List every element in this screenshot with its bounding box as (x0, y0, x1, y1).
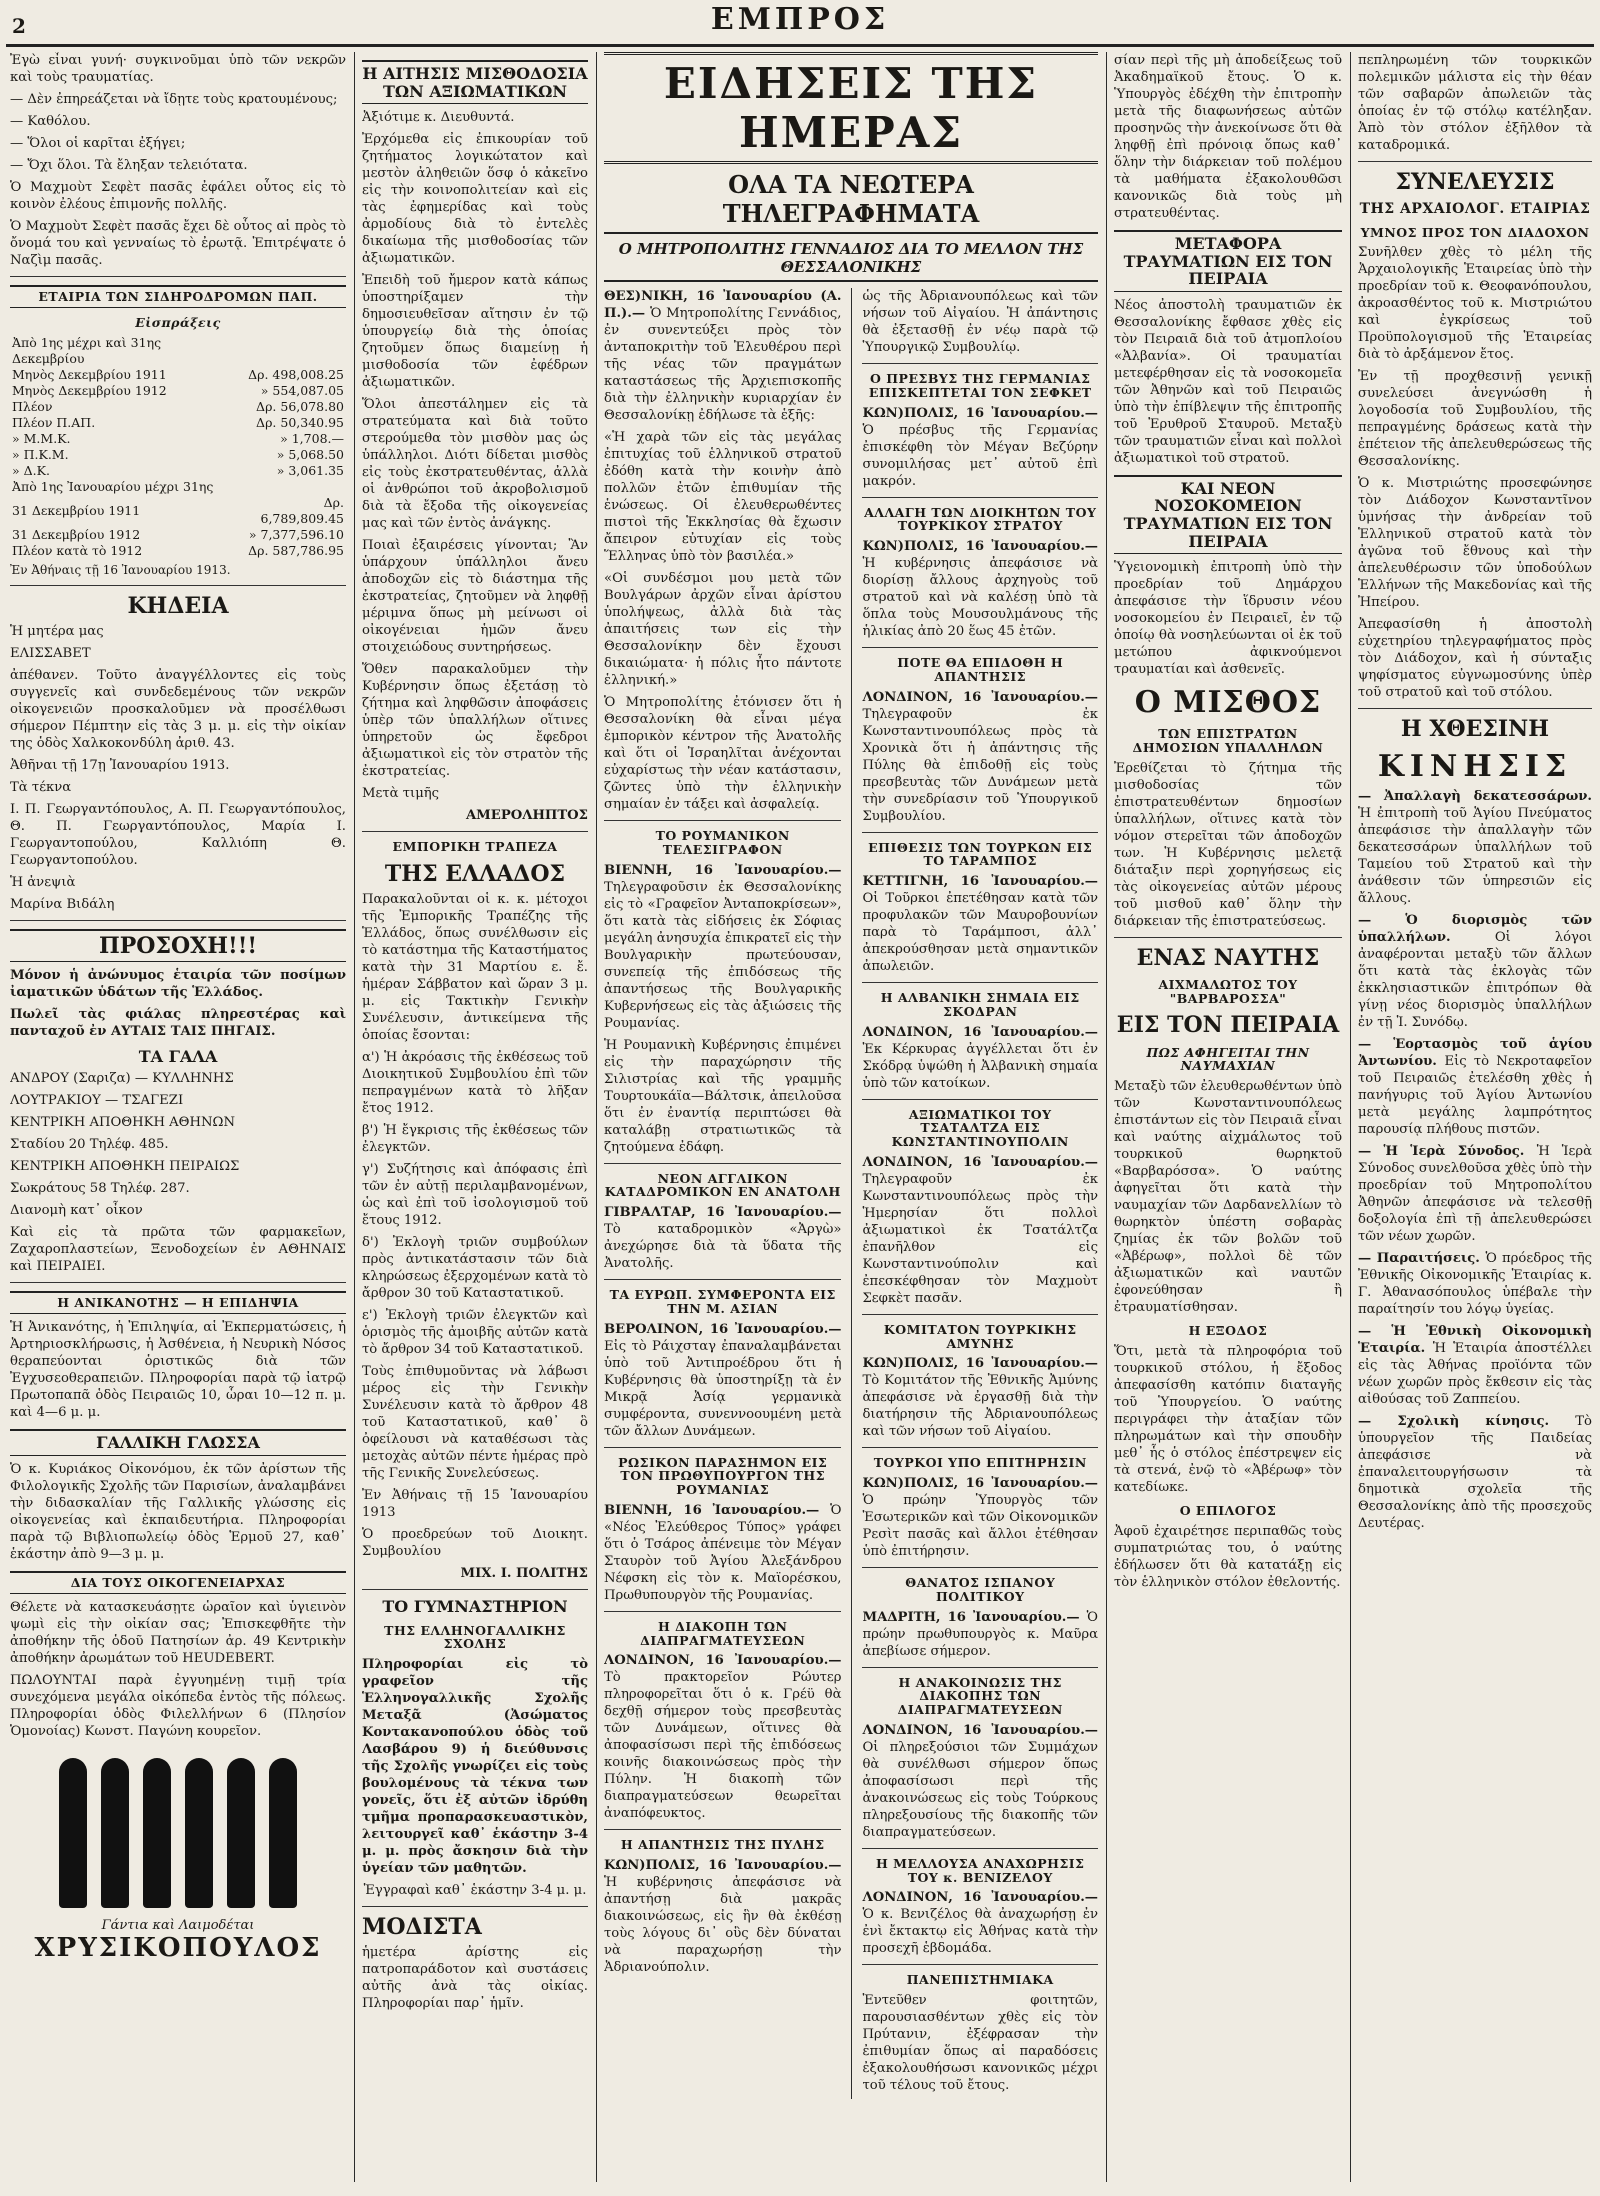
prosoxi-line: Πωλεῖ τὰς φιάλας πληρεστέρας καὶ πανταχοῦ ἐν ΑΥΤΑΙΣ ΤΑΙΣ ΠΗΓΑΙΣ. (10, 1006, 346, 1039)
dispatch-text: Οἱ λόγοι ἀναφέρονται μεταξὺ τῶν ἄλλων ὅτι κατὰ τὰς ἐκλογὰς τῶν ἐκκλησιαστικῶν ἐπιτρόπων θὰ γίνῃ νέος διορισμὸς ὑπαλλήλων ἐν τῇ Ἱ. Συνόδῳ. (1358, 929, 1592, 1030)
dispatch-dateline: — Σχολικὴ κίνησις. (1358, 1413, 1576, 1429)
intro-paragraph: — Δὲν ἐπηρεάζεται νὰ ἴδῃτε τοὺς κρατουμένους; (10, 92, 338, 107)
rail-row (10, 431, 346, 447)
column-rule (354, 52, 355, 2182)
divider (862, 647, 1098, 648)
divider (604, 1279, 841, 1280)
dispatch-paragraph (604, 694, 841, 813)
dispatch-paragraph (1358, 788, 1592, 907)
rail-label: 31 Δεκεμβρίου 1912 (12, 526, 141, 542)
naftis-title: ΕΝΑΣ ΝΑΥΤΗΣ (1136, 944, 1320, 971)
dispatch-text: Οἱ πληρεξούσιοι τῶν Συμμάχων θὰ συνέλθωσι σήμερον ὅπως ἀποφασίσωσι περὶ τῆς ἀνακοινώσεως εἰς τοὺς Τούρκους πληρεξουσίους τῆς διακοπῆς τῶν διαπραγματεύσεων. (862, 1739, 1098, 1840)
dispatch-heading: Η ΑΛΒΑΝΙΚΗ ΣΗΜΑΙΑ ΕΙΣ ΣΚΟΔΡΑΝ (880, 990, 1080, 1019)
ad-name: ΧΡΥΣΙΚΟΠΟΥΛΟΣ (34, 1932, 322, 1963)
synelefsis-paragraph: Ὁ κ. Μιστριώτης προσεφώνησε τὸν Διάδοχον Κωνσταντῖνον ὑμνήσας τὴν ἀνδρείαν τοῦ Ἑλληνικοῦ στρατοῦ κατὰ τὸν ἀγῶνα τοῦ ἔθνους καὶ τὴν ἀπελευθέρωσιν τῶν ὑποδούλων Ἑλλήνων τῆς Μακεδονίας καὶ τῆς Ἠπείρου. (1358, 476, 1592, 611)
dispatch-text: Τηλεγραφοῦσιν ἐκ Θεσσαλονίκης εἰς τὸ «Γραφεῖον Ἀνταποκρίσεων», ὅτι κατὰ τὰς εἰδήσεις ἐκ Σόφιας μεγάλη ἀνησυχία ἐπικρατεῖ εἰς τὴν Βουλγαρικὴν πρωτεύουσαν, συνεπείᾳ τῆς ἐπιδόσεως τῆς ἀπαντήσεως τῆς Βουλγαρικῆς Κυβερνήσεως εἰς τὰς ἀξιώσεις τῆς Ρουμανίας. (604, 879, 842, 1031)
masthead: ΕΜΠΡΟΣ (710, 2, 890, 37)
dispatch-paragraph (862, 689, 1098, 825)
bank-paragraph: ε') Ἐκλογὴ τριῶν ἐλεγκτῶν καὶ ὁρισμὸς τῆς ἀμοιβῆς αὐτῶν κατὰ τὸ ἄρθρον 34 τοῦ Καταστατικοῦ. (362, 1308, 588, 1358)
divider (862, 363, 1098, 364)
rail-value: » 3,061.35 (276, 462, 344, 478)
divider (862, 832, 1098, 833)
divider (362, 831, 588, 832)
synelefsis-paragraph: Ἐν τῇ προχθεσινῇ γενικῇ συνελεύσει ἀνεγνώσθη ἡ λογοδοσία τοῦ Συμβουλίου, τῆς πεπραγμένης δράσεως κατὰ τὴν ἐπέτειον τῆς ἀπελευθερώσεως τῆς Θεσσαλονίκης. (1358, 369, 1592, 470)
rail-value: Δρ. 56,078.80 (256, 398, 344, 414)
rail-value: » 7,377,596.10 (248, 526, 344, 542)
rail-label: Ἀπὸ 1ης μέχρι καὶ 31ης Δεκεμβρίου (12, 334, 162, 366)
divider (10, 1282, 346, 1283)
divider (1114, 937, 1342, 938)
dispatch-text: Ἡ Ἑταιρία ἀποστέλλει εἰς τὰς Ἀθήνας προϊόντα τῶν νέων χωρῶν πρὸς ἔκθεσιν εἰς τὰς αἰθούσας τοῦ Ζαππείου. (1358, 1340, 1592, 1407)
dispatch-text: Τηλεγραφοῦν ἐκ Κωνσταντινουπόλεως πρὸς τὴν Ἡμερησίαν ὅτι πολλοὶ ἀξιωματικοὶ ἐκ Τσατάλτζα ἐπανῆλθον εἰς Κωνσταντινούπολιν καὶ ἐπεσκέφθησαν τὸν Μαχμοὺτ Σεφκὲτ πασᾶν. (862, 1171, 1098, 1306)
dispatch-dateline: ΒΙΕΝΝΗ, 16 Ἰανουαρίου.— (604, 862, 842, 878)
prosoxi-line: Σωκράτους 58 Τηλέφ. 287. (10, 1181, 190, 1197)
dispatch-paragraph (862, 288, 1098, 356)
dispatch-dateline: ΒΕΡΟΛΙΝΟΝ, 16 Ἰανουαρίου.— (604, 1321, 842, 1337)
dispatch-text: Τὸ Κομιτάτον τῆς Ἐθνικῆς Ἀμύνης ἀπεφάσισε νὰ ἐργασθῇ διὰ τὴν διατήρησιν τῆς Ἀδριανουπόλεως καὶ τῶν νήσων τοῦ Αἰγαίου. (862, 1373, 1098, 1440)
misthodosia-paragraph: Μετὰ τιμῆς (362, 786, 440, 802)
divider (10, 585, 346, 586)
prosoxi-line: ΚΕΝΤΡΙΚΗ ΑΠΟΘΗΚΗ ΠΕΙΡΑΙΩΣ (10, 1159, 240, 1175)
dispatch-paragraph (1358, 912, 1592, 1031)
intro-paragraph: Ἐγὼ εἶναι γυνή· συγκινοῦμαι ὑπὸ τῶν νεκρῶν καὶ τοὺς τραυματίας. (10, 53, 346, 85)
dispatch-dateline: ΚΕΤΤΙΓΝΗ, 16 Ἰανουαρίου.— (862, 874, 1098, 889)
divider (862, 1314, 1098, 1315)
column-rule (596, 52, 597, 2182)
intro-paragraph: Ὁ Μαχμοὺτ Σεφὲτ πασᾶς ἔχει δὲ οὗτος αἱ πρὸς τὸ ὄνομά του καὶ γενναίως τὸ ἐρωτᾷ. Ἐπιτρέψατε ὁ Ναζὶμ πασᾶς. (10, 219, 346, 268)
dispatch-heading: Η ΔΙΑΚΟΠΗ ΤΩΝ ΔΙΑΠΡΑΓΜΑΤΕΥΣΕΩΝ (640, 1618, 806, 1648)
rail-row (10, 495, 346, 527)
dispatch-text: Ἐκ Κέρκυρας ἀγγέλλεται ὅτι ἐν Σκόδρᾳ ὑψώθη ἡ Ἀλβανικὴ σημαία ὑπὸ τῶν κατοίκων. (862, 1041, 1098, 1091)
column-4 (1114, 52, 1342, 2182)
dispatch-paragraph (1358, 1250, 1592, 1318)
divider (862, 1848, 1098, 1849)
dispatch-paragraph (862, 1609, 1098, 1660)
gym-text-2: Ἐγγραφαὶ καθ᾽ ἑκάστην 3-4 μ. μ. (363, 1883, 587, 1899)
dispatch-text: Τηλεγραφοῦν ἐκ Κωνσταντινουπόλεως πρὸς τὰ Χρονικὰ ὅτι ἡ ἀπάντησις τῆς Πύλης θὰ ἐπιδοθῇ εἰς τοὺς πρεσβευτὰς τῶν Δυνάμεων μετὰ τὴν συνεδρίασιν τοῦ Ὑπουργικοῦ Συμβουλίου. (862, 706, 1098, 824)
rail-row (10, 479, 346, 495)
misthodosia-paragraph: Ποιαὶ ἐξαιρέσεις γίνονται; Ἂν ὑπάρχουν ὑπάλληλοι ἄνευ ἀποδοχῶν εἰς τὸ διάστημα τῆς ἐκστρατείας, ζητοῦμεν νὰ ληφθῇ μέριμνα ὅπως μὴ μείνωσι οἱ οἰκογένειαι ἡμῶν ἄνευ στοιχειώδους συντηρήσεως. (362, 538, 588, 656)
dispatch-text: Ὁ Μητροπολίτης Γεννάδιος, ἐν συνεντεύξει πρὸς τὸν ἀνταποκριτὴν τοῦ Ἐλευθέρου περὶ τῆς νέας τῶν πραγμάτων καταστάσεως τῆς Ἀρχιεπισκοπῆς διὰ τὴν ἐλληνικὴν κυριαρχίαν ἐν Θεσσαλονίκῃ ἐδήλωσε τὰ ἑξῆς: (604, 306, 842, 423)
dispatch-heading: ΡΩΣΙΚΟΝ ΠΑΡΑΣΗΜΟΝ ΕΙΣ ΤΟΝ ΠΡΩΘΥΠΟΥΡΓΟΝ ΤΗΣ ΡΟΥΜΑΝΙΑΣ (618, 1454, 828, 1497)
bank-paragraph: γ') Συζήτησις καὶ ἀπόφασις ἐπὶ τῶν ἐν αὐτῇ περιλαμβανομένων, ὡς καὶ ἐπὶ τοῦ ἰσολογισμοῦ τοῦ ἔτους 1912. (362, 1162, 588, 1229)
naftis-sub-2: ΕΙΣ ΤΟΝ ΠΕΙΡΑΙΑ (1116, 1012, 1340, 1039)
bank-paragraph: α') Ἡ ἀκρόασις τῆς ἐκθέσεως τοῦ Διοικητικοῦ Συμβουλίου ἐπὶ τῶν πεπραγμένων κατὰ τὸ λῆξαν ἔτος 1912. (362, 1050, 588, 1117)
dispatch-dateline: — Ἡ Ἐθνικὴ Οἰκονομικὴ Ἑταιρία. (1358, 1323, 1592, 1356)
dispatch-dateline: ΛΟΝΔΙΝΟΝ, 16 Ἰανουαρίου.— (604, 1653, 842, 1669)
rail-label: Μηνὸς Δεκεμβρίου 1912 (12, 382, 167, 398)
dispatch-paragraph (1358, 1143, 1592, 1245)
dispatch-paragraph (1358, 1413, 1592, 1532)
glove-icon (269, 1758, 297, 1908)
dispatch-dateline: ΛΟΝΔΙΝΟΝ, 16 Ἰανουαρίου.— (862, 1024, 1098, 1040)
dispatch-dateline: ΓΙΒΡΑΛΤΑΡ, 16 Ἰανουαρίου.— (604, 1205, 842, 1220)
divider (604, 1829, 841, 1830)
anikanotis-text: Ἡ Ἀνικανότης, ἡ Ἐπιληψία, αἱ Ἐκπερματώσεις, ἡ Ἀρτηριοσκλήρωσις, ἡ Ἀσθένεια, ἡ Νευρικὴ Νόσος θεραπεύονται ὁριστικῶς διὰ τῶν Ἐγχυσεοθεραπειῶν. Πληροφορίαι παρὰ τῷ ἰατρῷ Πρωτοπαπᾶ ὁδὸς Πειραιῶς 10, ὧραι 10—12 π. μ. καὶ 4—6 μ. μ. (10, 1320, 346, 1421)
dispatch-text: «Οἱ συνδέσμοι μου μετὰ τῶν Βουλγάρων ἀρχῶν εἶναι ἀρίστου ὑπολήψεως, ἀλλὰ διὰ τὰς ἀπαιτήσεις των εἰς τὴν Θεσσαλονίκην δὲν ἔχουσι δικαιώματα· ἡ πόλις ἦτο πάντοτε ἑλληνική.» (604, 571, 842, 688)
dispatch-paragraph (862, 1992, 1098, 2094)
dispatch-dateline: ΛΟΝΔΙΝΟΝ, 16 Ἰανουαρίου.— (862, 689, 1098, 705)
dispatch-paragraph (862, 538, 1098, 640)
gym-text: Πληροφορίαι εἰς τὸ γραφεῖον τῆς Ἑλληνογαλλικῆς Σχολῆς Μεταξᾶ (Ἀσώματος Κοντακανοπούλου ὁδὸς τοῦ Λασβάρου 9) ἡ διεύθυνσις τῆς Σχολῆς γνωρίζει εἰς τοὺς βουλομένους τὰ τέκνα των γονεῖς, ὅτι ἐξ αὐτῶν ἰδρύθη τμῆμα προπαρασκευαστικὸν, λειτουργεῖ καθ᾽ ἑκάστην 3-4 μ. μ. πρὸς ἄσκησιν διὰ τὴν ὑγείαν τῶν μαθητῶν. (362, 1657, 588, 1877)
synelefsis-sub: ΤΗΣ ΑΡΧΑΙΟΛΟΓ. ΕΤΑΙΡΙΑΣ (1359, 201, 1591, 218)
dispatch-paragraph (862, 873, 1098, 975)
rail-label: 31 Δεκεμβρίου 1911 (12, 502, 141, 518)
exodos-title: Η ΕΞΟΔΟΣ (1188, 1323, 1268, 1339)
rail-value (235, 335, 346, 367)
news-columns (604, 288, 1098, 2099)
dispatch-dateline: — Παραιτήσεις. (1358, 1250, 1486, 1266)
misthodosia-paragraph: Ἀξιότιμε κ. Διευθυντά. (362, 110, 515, 126)
kideia-line: Ἡ ἀνεψιὰ (10, 874, 76, 890)
dispatch-paragraph (604, 1857, 841, 1976)
rail-label: Πλέον κατὰ τὸ 1912 (12, 542, 143, 558)
rail-row (10, 399, 346, 415)
dispatch-heading: ΕΠΙΘΕΣΙΣ ΤΩΝ ΤΟΥΡΚΩΝ ΕΙΣ ΤΟ ΤΑΡΑΜΠΟΣ (868, 839, 1093, 869)
column-rule (1350, 52, 1351, 2182)
anikanotis-title: Η ΑΝΙΚΑΝΟΤΗΣ — Η ΕΠΙΔΗΨΙΑ (10, 1291, 346, 1314)
intro-paragraph: Ὁ Μαχμοὺτ Σεφὲτ πασᾶς ἐφάλει οὗτος εἰς τὸ κοινὸν ἐλέους ἐπιμονῆς πολλῆς. (10, 180, 346, 212)
dispatch-heading: ΑΞΙΩΜΑΤΙΚΟΙ ΤΟΥ ΤΣΑΤΑΛΤΖΑ ΕΙΣ ΚΩΝΣΤΑΝΤΙΝΟΥΠΟΛΙΝ (891, 1106, 1069, 1149)
bank-paragraph: δ') Ἐκλογὴ τριῶν συμβούλων πρὸς ἀντικατάστασιν τῶν διὰ κληρώσεως ἐξερχομένων κατὰ τὸ ἄρθρον 30 τοῦ Καταστατικοῦ. (362, 1235, 588, 1302)
kideia-line: Ἀθῆναι τῇ 17ῃ Ἰανουαρίου 1913. (10, 757, 230, 773)
dispatch-dateline: ΛΟΝΔΙΝΟΝ, 16 Ἰανουαρίου.— (862, 1890, 1098, 1906)
divider (604, 1447, 841, 1448)
prosoxi-line: ΚΕΝΤΡΙΚΗ ΑΠΟΘΗΚΗ ΑΘΗΝΩΝ (10, 1115, 235, 1131)
naftis-sub: ΑΙΧΜΑΛΩΤΟΣ ΤΟΥ "ΒΑΡΒΑΡΟΣΣΑ" (1158, 976, 1298, 1006)
prosoxi-sub: ΤΑ ΓΑΛΑ (138, 1046, 218, 1066)
kideia-line: Ι. Π. Γεωργαντόπουλος, Α. Π. Γεωργαντόπουλος, Θ. Π. Γεωργαντόπουλος, Μαρία Ι. Γεωργαντοπούλου, Καλλιόπη Θ. Γεωργαντοπούλου. (10, 801, 346, 868)
kideia-text (10, 623, 346, 913)
dispatch-text: Ὁ Μητροπολίτης ἐτόνισεν ὅτι ἡ Θεσσαλονίκη θὰ εἶναι μέγα ἐμπορικὸν κέντρον τῆς Ἀνατολῆς καὶ ὅτι οἱ Ἰσραηλῖται ἀνέχονται εὐχαρίστως τὴν νέαν κατάστασιν, ζῶντες ὑπὸ τὴν ἑλληνικὴν σημαίαν ἐν τάξει καὶ ἀσφαλείᾳ. (604, 695, 842, 812)
glove-icon (143, 1758, 171, 1908)
rail-label: » Μ.Μ.Κ. (12, 430, 71, 446)
dispatch-paragraph (862, 1889, 1098, 1957)
dispatch-heading: ΘΑΝΑΤΟΣ ΙΣΠΑΝΟΥ ΠΟΛΙΤΙΚΟΥ (905, 1575, 1056, 1604)
misthodosia-text (362, 109, 588, 802)
rail-label: » Π.Κ.Μ. (12, 446, 69, 462)
dispatch-heading: Η ΑΝΑΚΟΙΝΩΣΙΣ ΤΗΣ ΔΙΑΚΟΠΗΣ ΤΩΝ ΔΙΑΠΡΑΓΜΑΤΕΥΣΕΩΝ (897, 1674, 1063, 1717)
dispatch-dateline: — Ἑορτασμὸς τοῦ ἁγίου Ἀντωνίου. (1358, 1036, 1592, 1069)
dispatch-paragraph (604, 288, 841, 424)
column-1 (10, 52, 346, 2182)
divider (604, 1163, 841, 1164)
intro-paragraph: — Καθόλου. (10, 114, 91, 129)
divider (362, 1906, 588, 1907)
rail-label: Μηνὸς Δεκεμβρίου 1911 (12, 366, 167, 382)
dispatch-dateline: ΛΟΝΔΙΝΟΝ, 16 Ἰανουαρίου.— (862, 1154, 1098, 1170)
dispatch-text: Ἡ κυβέρνησις ἀπεφάσισε νὰ διορίσῃ ἄλλους ἀρχηγοὺς τοῦ στρατοῦ καὶ νὰ καλέσῃ ὑπὸ τὰ ὅπλα τοὺς Μουσουλμάνους τῆς ἡλικίας ἀπὸ 20 ἕως 45 ἐτῶν. (862, 556, 1098, 639)
misthodosia-paragraph: Ὅλοι ἀπεστάλημεν εἰς τὰ στρατεύματα καὶ διὰ τοῦτο στερούμεθα τὸν μισθὸν μας ὡς ὑπάλληλοι. Διότι δίδεται μισθὸς εἰς τοὺς ἐκστρατευθέντας, ἀλλὰ οἱ ἀνθρώποι τοῦ ἀκροβολισμοῦ διὰ τὰ ἔξοδα τῆς οἰκογενείας μας καὶ τῶν ἐντὸς ἀνάγκης. (362, 397, 588, 532)
nosokomeio-text: Ὑγειονομικὴ ἐπιτροπὴ ὑπὸ τὴν προεδρίαν τοῦ Δημάρχου ἀπεφάσισε τὴν ἵδρυσιν νέου νοσοκομείου ἐν Πειραιεῖ, ἐν τῷ ὁποίῳ θὰ νοσηλεύωνται οἱ ἐκ τοῦ μετώπου ἀφικνούμενοι τραυματίαι καὶ ἀσθενεῖς. (1114, 560, 1342, 678)
prosoxi-text (10, 967, 346, 1040)
dispatch-heading: ΤΟ ΡΟΥΜΑΝΙΚΟΝ ΤΕΛΕΣΙΓΡΑΦΟΝ (655, 828, 790, 857)
misthodosia-paragraph: Ἐρχόμεθα εἰς ἐπικουρίαν τοῦ ζητήματος λογικώτατον καὶ μεστὸν ἀληθειῶν ὅσφ ὁ κἀκεῖνο εἰς τὴν κοινοπολιτείαν καὶ εἰς τὰς ἐφημερίδας καὶ τοὺς ἀρμοδίους διὰ τὸ ἐντελὲς δικαίωμα τῆς μισθοδοσίας τῶν ἀξιωματικῶν. (362, 132, 588, 267)
dispatch-text: Ἡ Ρουμανικὴ Κυβέρνησις ἐπιμένει εἰς τὴν παραχώρησιν τῆς Σιλιστρίας καὶ τῆς γραμμῆς Τουρτουκάϊα—Βάλτσικ, ἀπειλοῦσα ὅτι ἐν ἐναντίᾳ περιπτώσει θὰ καταλάβῃ στρατιωτικῶς τὰ ζητούμενα ἐδάφη. (604, 1037, 842, 1155)
rail-value: » 1,708.— (280, 430, 344, 446)
news-banner: ΕΙΔΗΣΕΙΣ ΤΗΣ ΗΜΕΡΑΣ (604, 52, 1098, 164)
column-3 (604, 52, 1098, 2182)
dispatch-paragraph (1358, 1036, 1592, 1138)
kideia-title: ΚΗΔΕΙΑ (127, 592, 229, 619)
synelefsis-title: ΣΥΝΕΛΕΥΣΙΣ (1395, 169, 1555, 195)
divider (1358, 161, 1592, 162)
dispatch-paragraph (1358, 1323, 1592, 1408)
rail-value: Δρ. 587,786.95 (248, 542, 344, 558)
dispatch-text: Τὸ πρακτορεῖον Ρώυτερ πληροφορεῖται ὅτι ὁ κ. Γρέϋ θὰ δεχθῇ σήμερον τοὺς πρεσβευτὰς τῶν Δυνάμεων, οἵτινες θὰ ἀποφασίσωσι περὶ τῆς ἐπιδόσεως κοινῆς διακοινώσεως πρὸς τὴν Πύλην. Ἡ διακοπὴ τῶν διαπραγματεύσεων θεωρεῖται ἀναπόφευκτος. (604, 1670, 842, 1822)
metafora-title: ΜΕΤΑΦΟΡΑ ΤΡΑΥΜΑΤΙΩΝ ΕΙΣ ΤΟΝ ΠΕΙΡΑΙΑ (1114, 230, 1342, 292)
glove-icon (101, 1758, 129, 1908)
dispatch-heading: Ο ΠΡΕΣΒΥΣ ΤΗΣ ΓΕΡΜΑΝΙΑΣ ΕΠΙΣΚΕΠΤΕΤΑΙ ΤΟΝ ΣΕΦΚΕΤ (868, 371, 1092, 400)
glove-icon (185, 1758, 213, 1908)
gym-subtitle: ΤΗΣ ΕΛΛΗΝΟΓΑΛΛΙΚΗΣ ΣΧΟΛΗΣ (384, 1622, 566, 1652)
dispatch-dateline: — Ἡ Ἱερὰ Σύνοδος. (1358, 1143, 1537, 1159)
prosoxi-line: ΛΟΥΤΡΑΚΙΟΥ — ΤΣΑΓΕΖΙ (10, 1093, 184, 1109)
synelefsis-kicker: ΥΜΝΟΣ ΠΡΟΣ ΤΟΝ ΔΙΑΔΟΧΟΝ (1360, 224, 1590, 240)
dispatch-text: Ὁ πρώην Ὑπουργὸς τῶν Ἐσωτερικῶν καὶ τῶν Οἰκονομικῶν Ρεσὶτ πασᾶς καὶ ἄλλοι ἐτέθησαν ὑπὸ ἐπιτήρησιν. (862, 1493, 1098, 1559)
dispatch-paragraph (604, 1321, 841, 1440)
rail-footer: Ἐν Ἀθήναις τῇ 16 Ἰανουαρίου 1913. (10, 562, 231, 577)
prosoxi-line: Μόνον ἡ ἀνώνυμος ἑταιρία τῶν ποσίμων ἰαματικῶν ὑδάτων τῆς Ἑλλάδος. (10, 967, 346, 1000)
bank-paragraph: Τοὺς ἐπιθυμοῦντας νὰ λάβωσι μέρος εἰς τὴν Γενικὴν Συνέλευσιν κατὰ τὸ ἄρθρον 48 τοῦ Καταστατικοῦ, καθ᾽ ὃ ὀφείλουσι νὰ καταθέσωσι τὰς μετοχὰς αὐτῶν πέντε ἡμέρας πρὸ τῆς Γενικῆς Συνελεύσεως. (362, 1364, 588, 1482)
divider (862, 1567, 1098, 1568)
misthodosia-paragraph: Ὅθεν παρακαλοῦμεν τὴν Κυβέρνησιν ὅπως ἐξετάσῃ τὸ ζήτημα καὶ ληφθῶσιν ἀποφάσεις ὑπὲρ τῶν ὑπαλλήλων οἵτινες ὑπηρετοῦν ὡς ἔφεδροι ἀξιωματικοὶ εἰς τὸν στρατὸν τῆς ἐκστρατείας. (362, 662, 588, 780)
bank-signed: ΜΙΧ. Ι. ΠΟΛΙΤΗΣ (460, 1566, 588, 1582)
modista-title: ΜΟΔΙΣΤΑ (362, 1914, 482, 1941)
rail-row (10, 367, 346, 383)
dispatch-dateline: ΚΩΝ)ΠΟΛΙΣ, 16 Ἰανουαρίου.— (862, 405, 1098, 421)
dispatch-dateline: ΒΙΕΝΝΗ, 16 Ἰανουαρίου.— (604, 1502, 831, 1518)
rail-row (10, 383, 346, 399)
exodos-text: Ὅτι, μετὰ τὰ πληροφόρια τοῦ τουρκικοῦ στόλου, ἡ ἔξοδος ἀπεφασίσθη κατόπιν διαταγῆς τοῦ Ὑπουργείου. Ὁ ναύτης περιγράφει τὴν ἀταξίαν τῶν πληρωμάτων καὶ τὴν σπουδὴν μεθ᾽ ἧς ὁ στόλος ἐπέστρεψεν εἰς τὰ στενά, ἐνῷ τὸ «Ἀβέρωφ» τὸν κατεδίωκε. (1114, 1343, 1342, 1495)
ad-caption: Γάντια καὶ Λαιμοδέται (101, 1917, 255, 1933)
col4-intro: σίαν περὶ τῆς μὴ ἀποδείξεως τοῦ Ἀκαδημαϊκοῦ ἔτους. Ὁ κ. Ὑπουργὸς ἐδέχθη τὴν ἐπιτροπὴν μετὰ τῆς διαφωνήσεως αὐτῶν προσηνῶς τὴν ἀνεκοίνωσε ὅτι θὰ ληφθῇ ἐπὶ πρόνοιᾳ ὅπως καθ᾽ ὅλην τὴν διάρκειαν τοῦ πολέμου τὰ μαθήματα ἐξακολουθῶσι κανονικῶς διὰ τοὺς μὴ στρατευθέντας. (1114, 53, 1342, 221)
divider (862, 1964, 1098, 1965)
news-subbanner: ΟΛΑ ΤΑ ΝΕΩΤΕΡΑ ΤΗΛΕΓΡΑΦΗΜΑΤΑ (604, 170, 1098, 234)
kideia-line: Ἡ μητέρα μας (10, 623, 104, 639)
dispatch-paragraph (604, 1652, 841, 1822)
dispatch-heading: ΚΟΜΙΤΑΤΟΝ ΤΟΥΡΚΙΚΗΣ ΑΜΥΝΗΣ (883, 1321, 1077, 1351)
divider (604, 1611, 841, 1612)
modista-text: ἡμετέρα ἀρίστης εἰς πατροπαράδοτον καὶ συστάσεις αὐτῆς ἀνὰ τὰς οἰκίας. Πληροφορίαι παρ᾽ ἡμῖν. (362, 1945, 588, 2012)
misthos-title: Ο ΜΙΣΘΟΣ (1134, 685, 1322, 721)
rail-value: Δρ. 498,008.25 (248, 366, 344, 382)
galliki-text: Ὁ κ. Κυριάκος Οἰκονόμου, ἐκ τῶν ἀρίστων τῆς Φιλολογικῆς Σχολῆς τῶν Παρισίων, ἀναλαμβάνει τὴν διδασκαλίαν τῆς Γαλλικῆς γλώσσης εἰς οἰκογενείας καὶ ἐκπαιδευτήρια. Πληροφορίαι παρὰ τῷ Βιβλιοπωλείῳ ὁδὸς Ἑρμοῦ 27, καθ᾽ ἑκάστην ἀπὸ 9—3 μ. μ. (10, 1461, 346, 1562)
divider (1358, 708, 1592, 709)
intro-paragraph: — Ὄχι ὅλοι. Τὰ ἔληξαν τελειότατα. (10, 158, 248, 173)
column-2 (362, 52, 588, 2182)
kideia-line: ΕΛΙΣΣΑΒΕΤ (10, 645, 91, 661)
kideia-line: ἀπέθανεν. Τοῦτο ἀναγγέλλοντες εἰς τοὺς συγγενεῖς καὶ συνδεδεμένους τῶν νεκρῶν οἰκογενειῶν προσκαλοῦμεν νὰ προσέλθωσι σήμερον Πέμπτην εἰς τὰς 3 μ. μ. εἰς τὴν οἰκίαν της ὁδὸς Χαλκοκονδύλη ἀριθ. 43. (10, 667, 346, 751)
dispatch-text: Ὁ πρόεδρος τῆς Ἐθνικῆς Οἰκονομικῆς Ἑταιρίας κ. Γ. Ἀθανασόπουλος ὑπέβαλε τὴν παραίτησίν του λόγῳ ὑγείας. (1358, 1250, 1592, 1317)
rail-row (10, 415, 346, 431)
dispatch-paragraph (862, 1722, 1098, 1841)
nosokomeio-title: ΚΑΙ ΝΕΟΝ ΝΟΣΟΚΟΜΕΙΟΝ ΤΡΑΥΜΑΤΙΩΝ ΕΙΣ ΤΟΝ ΠΕΙΡΑΙΑ (1114, 475, 1342, 554)
dispatch-text: Οἱ Τοῦρκοι ἐπετέθησαν κατὰ τῶν προφυλακῶν τῶν Μαυροβουνίων παρὰ τὸ Ταράμποσι, ἀλλ᾽ ἀπεκρούσθησαν μετὰ σημαντικῶν ἀπωλειῶν. (862, 891, 1098, 974)
kinisis-title: Η ΧΘΕΣΙΝΗ (1400, 716, 1550, 743)
bank-paragraph: Παρακαλοῦνται οἱ κ. κ. μέτοχοι τῆς Ἐμπορικῆς Τραπέζης τῆς Ἑλλάδος, ὅπως συνέλθωσιν εἰς τὸ κατάστημα τῆς Καταστήματος κατὰ τὴν 31 Μαρτίου ε. ἔ. ἡμέραν Σάββατον καὶ ὥραν 3 μ. μ. εἰς Τακτικὴν Γενικὴν Συνέλευσιν, ἀντικείμενα τῆς ὁποίας ἔσονται: (362, 892, 588, 1044)
rail-subtitle: Εἰσπράξεις (135, 314, 221, 330)
misthodosia-title: Η ΑΙΤΗΣΙΣ ΜΙΣΘΟΔΟΣΙΑ ΤΩΝ ΑΞΙΩΜΑΤΙΚΩΝ (362, 60, 588, 104)
rail-title: ΕΤΑΙΡΙΑ ΤΩΝ ΣΙΔΗΡΟΔΡΟΜΩΝ ΠΑΠ. (10, 285, 346, 308)
prosoxi-text-2 (10, 1070, 346, 1275)
dispatch-heading: ΠΟΤΕ ΘΑ ΕΠΙΔΟΘΗ Η ΑΠΑΝΤΗΣΙΣ (897, 655, 1064, 684)
dispatch-dateline: ΚΩΝ)ΠΟΛΙΣ, 16 Ἰανουαρίου.— (604, 1858, 842, 1873)
prosoxi-title: ΠΡΟΣΟΧΗ!!! (10, 929, 346, 962)
rail-label: » Δ.Κ. (12, 462, 50, 478)
dispatch-paragraph (862, 1355, 1098, 1440)
prosoxi-line: Καὶ εἰς τὰ πρῶτα τῶν φαρμακεῖων, Ζαχαροπλαστείων, Ξενοδοχείων ἐν ΑΘΗΝΑΙΣ καὶ ΠΕΙΡΑΙΕΙ. (10, 1225, 346, 1275)
divider (862, 497, 1098, 498)
dispatch-text: Ἐντεῦθεν φοιτητῶν, παρουσιασθέντων χθὲς εἰς τὸν Πρύτανιν, ἐξέφρασαν τὴν ἐπιθυμίαν ὅπως αἱ παραδόσεις ἐξακολουθήσωσι κανονικῶς μέχρι τοῦ τέλους τοῦ ἔτους. (862, 1993, 1098, 2093)
dispatch-heading: ΤΟΥΡΚΟΙ ΥΠΟ ΕΠΙΤΗΡΗΣΙΝ (873, 1455, 1087, 1471)
dispatch-text: Ὁ κ. Βενιζέλος θὰ ἀναχωρήσῃ ἐν ἐνὶ ἔκτακτῳ εἰς Ἀθήνας κατὰ τὴν προσεχῆ ἑβδομάδα. (862, 1907, 1098, 1957)
synelefsis-text (1358, 244, 1592, 701)
dispatch-text: Τὸ καταδρομικὸν «Ἀργὼ» ἀνεχώρησε διὰ τὰ ὕδατα τῆς Ἀνατολῆς. (604, 1222, 842, 1271)
kideia-line: Τὰ τέκνα (10, 779, 72, 795)
divider (862, 1099, 1098, 1100)
dispatch-paragraph (604, 862, 841, 1032)
prosoxi-line: ΑΝΔΡΟΥ (Σαριζα) — ΚΥΛΛΗΝΗΣ (10, 1071, 234, 1087)
dispatch-text: Τὸ ὑπουργεῖον τῆς Παιδείας ἀπεφάσισε νὰ ἐπαναλειτουργήσωσιν τὰ δημοτικὰ σχολεῖα τῆς Θεσσαλονίκης ἀπὸ τῆς προσεχοῦς Δευτέρας. (1358, 1413, 1592, 1531)
oikog-title: ΔΙΑ ΤΟΥΣ ΟΙΚΟΓΕΝΕΙΑΡΧΑΣ (10, 1571, 346, 1594)
dispatch-paragraph (862, 1024, 1098, 1092)
divider (604, 820, 841, 821)
dispatch-text: Ἡ κυβέρνησις ἀπεφάσισε νὰ ἀπαντήσῃ διὰ μακρᾶς διακοινώσεως, εἰς ἣν θὰ ἐκθέσῃ τοὺς λόγους δι᾽ οὓς δὲν δύναται νὰ παραχωρήσῃ τὴν Ἀδριανούπολιν. (604, 1875, 842, 1975)
rail-label: Ἀπὸ 1ης Ἰανουαρίου μέχρι 31ης (12, 478, 214, 494)
dispatch-dateline: ΜΑΔΡΙΤΗ, 16 Ἰανουαρίου.— (862, 1609, 1087, 1625)
kinisis-items (1358, 788, 1592, 1532)
divider (10, 276, 346, 277)
dispatch-heading: ΝΕΟΝ ΑΓΓΛΙΚΟΝ ΚΑΤΑΔΡΟΜΙΚΟΝ ΕΝ ΑΝΑΤΟΛΗ (604, 1170, 841, 1200)
dispatch-text: Ὁ «Νέος Ἐλεύθερος Τύπος» γράφει ὅτι ὁ Τσάρος ἀπένειμε τὸν Μέγαν Σταυρὸν τοῦ Ἀγίου Ἀλεξάνδρου Νέφσκη εἰς τὸν κ. Μαϊορέσκου, Πρωθυπουργὸν τῆς Ρουμανίας. (604, 1502, 842, 1603)
rail-row (10, 447, 346, 463)
dispatch-text: Ὁ πρώην πρωθυπουργὸς κ. Μαῦρα ἀπεβίωσε σήμερον. (862, 1609, 1098, 1659)
dispatch-text: ὡς τῆς Ἀδριανουπόλεως καὶ τῶν νήσων τοῦ Αἰγαίου. Ἡ ἀπάντησις θὰ ἐξετασθῇ ἐν νέῳ παρὰ τῷ Ὑπουργικῷ Συμβουλίῳ. (862, 289, 1098, 355)
oikog-text-2: ΠΩΛΟΥΝΤΑΙ παρὰ ἐγγυημένῃ τιμῇ τρία συνεχόμενα μεγάλα οἰκόπεδα ἐντὸς τῆς πόλεως. Πληροφορίαι ὁδὸς Φιλελλήνων 6 (Πλησίον Ὁμονοίας) Κωνστ. Παγώνη κουρεῖον. (10, 1672, 346, 1739)
masthead-rule (6, 44, 1594, 47)
rail-table (10, 335, 346, 559)
glove-icon (227, 1758, 255, 1908)
dispatch-paragraph (862, 405, 1098, 490)
rail-row (10, 527, 346, 543)
dispatch-dateline: ΛΟΝΔΙΝΟΝ, 16 Ἰανουαρίου.— (862, 1722, 1098, 1738)
dispatch-paragraph (604, 1204, 841, 1272)
rail-label: Πλέον Π.ΑΠ. (12, 414, 96, 430)
epilogos-text: Ἀφοῦ ἐχαιρέτησε περιπαθῶς τοὺς συμπατριώτας του, ὁ ναύτης ἐδήλωσεν ὅτι θὰ κατατάξῃ εἰς τὸν ἑλληνικὸν στόλον ἐθελοντής. (1114, 1523, 1342, 1590)
dispatch-paragraph (862, 1475, 1098, 1560)
column-rule (851, 288, 852, 2099)
dispatch-text: Ἡ Ἱερὰ Σύνοδος συνελθοῦσα χθὲς ὑπὸ τὴν προεδρίαν τοῦ Μητροπολίτου Ἀθηνῶν ἀπεφάσισε νὰ τελεσθῇ δοξολογία ἐπὶ τῇ ἀπελευθερώσει τῶν νέων χωρῶν. (1358, 1143, 1592, 1244)
epilogos-title: Ο ΕΠΙΛΟΓΟΣ (1179, 1502, 1277, 1518)
bank-paragraph: Ἐν Ἀθήναις τῇ 15 Ἰανουαρίου 1913 (362, 1488, 588, 1521)
dispatch-paragraph (604, 570, 841, 689)
bank-kicker: ΕΜΠΟΡΙΚΗ ΤΡΑΠΕΖΑ (392, 839, 558, 855)
dispatch-paragraph (862, 1154, 1098, 1307)
dispatch-heading: ΑΛΛΑΓΗ ΤΩΝ ΔΙΟΙΚΗΤΩΝ ΤΟΥ ΤΟΥΡΚΙΚΟΥ ΣΤΡΑΤΟΥ (864, 504, 1097, 534)
prosoxi-line: Σταδίου 20 Τηλέφ. 485. (10, 1137, 169, 1153)
divider (862, 982, 1098, 983)
bank-paragraph: Ὁ προεδρεύων τοῦ Διοικητ. Συμβουλίου (362, 1527, 588, 1560)
rail-value: Δρ. 6,789,809.45 (260, 494, 344, 526)
naftis-text: Μεταξὺ τῶν ἐλευθερωθέντων ὑπὸ τῶν Κωνσταντινουπόλεως ἐπιστάντων εἰς τὸν Πειραιᾶ εἶναι καὶ ναύτης αἰχμάλωτος τοῦ τουρκικοῦ θωρηκτοῦ «Βαρβαρόσσα». Ὁ ναύτης ἀφηγεῖται ὅτι κατὰ τὴν ναυμαχίαν τῶν Δαρδανελλίων τὸ θωρηκτὸν ὑπέστη σοβαρὰς ζημίας ἐκ τῶν βολῶν τοῦ «Ἀβέρωφ», πολλοὶ δὲ τῶν ἀξιωματικῶν καὶ ναυτῶν ἐφονεύθησαν ἢ ἐτραυματίσθησαν. (1114, 1079, 1342, 1316)
intro-paragraph: — Ὅλοι οἱ καρῖται ἐξήγει; (10, 136, 186, 151)
rail-row (10, 463, 346, 479)
misthodosia-paragraph: Ἐπειδὴ τοῦ ἤμερον κατὰ κάπως ὑποστηρίξαμεν τὴν δημοσιευθεῖσαν αἴτησιν ἐν τῷ ὑπουργείῳ διὰ τὴς ὁποίας ζητοῦμεν ὅπως διαμείνῃ ἡ μισθοδοσία τῶν ἐφέδρων ἀξιωματικῶν. (362, 273, 588, 391)
news-column-left (604, 288, 841, 2099)
rail-value: Δρ. 50,340.95 (256, 414, 344, 430)
dispatch-dateline: ΚΩΝ)ΠΟΛΙΣ, 16 Ἰανουαρίου.— (862, 1476, 1098, 1491)
dispatch-text: Εἰς τὸ Νεκροταφεῖον τοῦ Πειραιῶς ἐτελέσθη χθὲς ἡ πανήγυρις τοῦ Ἁγίου Ἀντωνίου μετὰ μεγάλης λαμπρότητος παρουσίᾳ πλήθους πιστῶν. (1358, 1053, 1592, 1137)
dispatch-paragraph (604, 1502, 841, 1604)
galliki-title: ΓΑΛΛΙΚΗ ΓΛΩΣΣΑ (10, 1429, 346, 1456)
dispatch-heading: Η ΑΠΑΝΤΗΣΙΣ ΤΗΣ ΠΥΛΗΣ (620, 1837, 825, 1853)
news-headline: Ο ΜΗΤΡΟΠΟΛΙΤΗΣ ΓΕΝΝΑΔΙΟΣ ΔΙΑ ΤΟ ΜΕΛΛΟΝ ΤΗΣ ΘΕΣΣΑΛΟΝΙΚΗΣ (604, 240, 1098, 282)
dispatch-paragraph (604, 429, 841, 565)
dispatch-text: Ἡ ἐπιτροπὴ τοῦ Ἁγίου Πνεύματος ἀπεφάσισε τὴν ἀπαλλαγὴν τῶν δεκατεσσάρων ὑπαλλήλων τοῦ Ταμείου τοῦ Στρατοῦ καὶ τὴν ἀνάθεσιν τῶν ὑπηρεσιῶν εἰς ἄλλους. (1358, 805, 1592, 906)
rail-row (10, 335, 346, 367)
divider (862, 1447, 1098, 1448)
bank-title: ΤΗΣ ΕΛΛΑΔΟΣ (384, 860, 566, 887)
dispatch-dateline: ΚΩΝ)ΠΟΛΙΣ, 16 Ἰανουαρίου.— (862, 539, 1098, 554)
dispatch-text: «Ἡ χαρὰ τῶν εἰς τὰς μεγάλας ἐπιτυχίας τοῦ ἑλληνικοῦ στρατοῦ ἐδόθη κατὰ τὴν κοινὴν ἀπὸ πολλῶν ἐτῶν ἐπιθυμίαν τῆς ἑνώσεως. Οἱ ἐλευθερωθέντες πιστοὶ τῆς Ἑκκλησίας θὰ ἔχωσιν ἄπειρον εὐτυχίαν εἰς τοὺς Ἕλληνας ὑπὸ τὸν βασιλέα.» (604, 430, 842, 564)
glove-icon (59, 1758, 87, 1908)
dispatch-dateline: — Ἀπαλλαγὴ δεκατεσσάρων. (1358, 788, 1592, 804)
dispatch-text: Ὁ πρέσβυς τῆς Γερμανίας ἐπισκέφθη τὸν Μέγαν Βεζύρην συνομιλήσας μετ᾽ αὐτοῦ ἐπὶ μακρόν. (862, 422, 1098, 489)
dispatch-dateline: ΘΕΣ)ΝΙΚΗ, 16 Ἰανουαρίου (Α. Π.).— (604, 289, 842, 321)
intro-text (10, 52, 346, 269)
dispatch-dateline: — Ὁ διορισμὸς τῶν ὑπαλλήλων. (1358, 912, 1592, 945)
rail-value: » 5,068.50 (276, 446, 344, 462)
bank-text (362, 891, 588, 1560)
bank-paragraph: β') Ἡ ἔγκρισις τῆς ἐκθέσεως τῶν ἐλεγκτῶν. (362, 1123, 588, 1156)
rail-label: Πλέον (12, 398, 53, 414)
misthodosia-signed: ΑΜΕΡΟΛΗΠΤΟΣ (465, 808, 588, 824)
naftis-kicker: ΠΩΣ ΑΦΗΓΕΙΤΑΙ ΤΗΝ ΝΑΥΜΑΧΙΑΝ (1146, 1044, 1310, 1074)
misthos-text: Ἐρεθίζεται τὸ ζήτημα τῆς μισθοδοσίας τῶν ἐπιστρατευθέντων δημοσίων ὑπαλλήλων, οἵτινες κατὰ τὸν νόμον στερεῖται τῶν ἀποδοχῶν των. Ἡ Κυβέρνησις μελετᾷ διάταξιν περὶ χορηγήσεως εἰς τὰς οἰκογενείας αὐτῶν μέρους τοῦ μισθοῦ καθ᾽ ὅλην τὴν διάρκειαν τῆς ἐπιστρατεύσεως. (1114, 760, 1342, 929)
rail-row (10, 543, 346, 559)
dispatch-dateline: ΚΩΝ)ΠΟΛΙΣ, 16 Ἰανουαρίου.— (862, 1356, 1098, 1372)
dispatch-heading: Η ΜΕΛΛΟΥΣΑ ΑΝΑΧΩΡΗΣΙΣ ΤΟΥ κ. ΒΕΝΙΖΕΛΟΥ (875, 1855, 1085, 1885)
divider (362, 1589, 588, 1590)
col5-intro: πεπληρωμένη τῶν τουρκικῶν πολεμικῶν μάλιστα εἰς τὴν θέαν τῶν σαβαρῶν ἀπωλειῶν τὰς ὁποίας ἐν τῷ στόλῳ κατέληξαν. Ἀπὸ τὸν στόλον ἐξῆλθον τὰ καταδρομικά. (1358, 53, 1592, 153)
kideia-line: Μαρίνα Βιδάλη (10, 896, 115, 912)
gym-title: ΤΟ ΓΥΜΝΑΣΤΗΡΙΟΝ (382, 1597, 568, 1617)
rail-value (235, 479, 346, 495)
column-rule (1106, 52, 1107, 2182)
divider (862, 1667, 1098, 1668)
synelefsis-paragraph: Ἀπεφασίσθη ἡ ἀποστολὴ εὐχετηρίου τηλεγραφήματος πρὸς τὸν Διάδοχον, καὶ ἡ σύνταξις ψηφίσματος εὐγνωμοσύνης ὑπὲρ τοῦ στρατοῦ καὶ τοῦ στόλου. (1358, 617, 1592, 701)
metafora-text: Νέος ἀποστολὴ τραυματιῶν ἐκ Θεσσαλονίκης ἔφθασε χθὲς εἰς τὸν Πειραιᾶ διὰ τοῦ ἀτμοπλοίου «Ἀλβανία». Οἱ τραυματίαι μετεφέρθησαν εἰς τὰ νοσοκομεῖα τῶν Ἀθηνῶν καὶ τοῦ Πειραιῶς ὑπὸ τὴν ἐπίβλεψιν τῆς ἐπιτροπῆς τοῦ Ἐρυθροῦ Σταυροῦ. Μεταξὺ τῶν τραυματιῶν εἶναι καὶ πολλοὶ ἀξιωματικοὶ τοῦ στρατοῦ. (1114, 297, 1342, 466)
prosoxi-line: Διανομὴ κατ᾽ οἶκον (10, 1203, 143, 1219)
dispatch-paragraph (604, 1037, 841, 1156)
dispatch-heading: ΤΑ ΕΥΡΩΠ. ΣΥΜΦΕΡΟΝΤΑ ΕΙΣ ΤΗΝ Μ. ΑΣΙΑΝ (609, 1287, 836, 1316)
news-column-right (862, 288, 1098, 2099)
gloves-illustration (10, 1758, 346, 1908)
divider (10, 920, 346, 921)
kinisis-sub: ΚΙΝΗΣΙΣ (1377, 748, 1573, 784)
page-number: 2 (12, 14, 26, 38)
misthos-sub: ΤΩΝ ΕΠΙΣΤΡΑΤΩΝ ΔΗΜΟΣΙΩΝ ΥΠΑΛΛΗΛΩΝ (1132, 726, 1324, 755)
dispatch-heading: ΠΑΝΕΠΙΣΤΗΜΙΑΚΑ (906, 1972, 1054, 1988)
column-5 (1358, 52, 1592, 2182)
rail-value: » 554,087.05 (260, 382, 344, 398)
dispatch-text: Εἰς τὸ Ράιχσταγ ἐπαναλαμβάνεται ὑπὸ τοῦ Ἀντιπροέδρου ὅτι ἡ Κυβέρνησις θὰ ὑποστηρίξῃ τὰ ἐν Μικρᾷ Ἀσίᾳ γερμανικὰ συμφέροντα, συνεννοουμένη μετὰ τῶν ἄλλων Δυνάμεων. (604, 1338, 842, 1439)
synelefsis-paragraph: Συνῆλθεν χθὲς τὸ μέλη τῆς Ἀρχαιολογικῆς Ἑταιρείας ὑπὸ τὴν προεδρίαν τοῦ κ. Θεοφανόπουλου, ἀκροασθέντος τοῦ κ. Μιστριώτου καὶ ἐγκρίσεως τοῦ Προϋπολογισμοῦ τῆς Ἑταιρείας διὰ τὸ ἀρξάμενον ἔτος. (1358, 245, 1592, 363)
oikog-text: Θέλετε νὰ κατασκευάσῃτε ὡραῖον καὶ ὑγιεινὸν ψωμὶ εἰς τὴν οἰκίαν σας; Ἐπισκεφθῆτε τὴν ἀποθήκην τῆς ὁδοῦ Πατησίων ἀρ. 49 Κεντρικὴν ἀποθήκην ἀρωμάτων τοῦ HEUDEBERT. (10, 1599, 346, 1666)
